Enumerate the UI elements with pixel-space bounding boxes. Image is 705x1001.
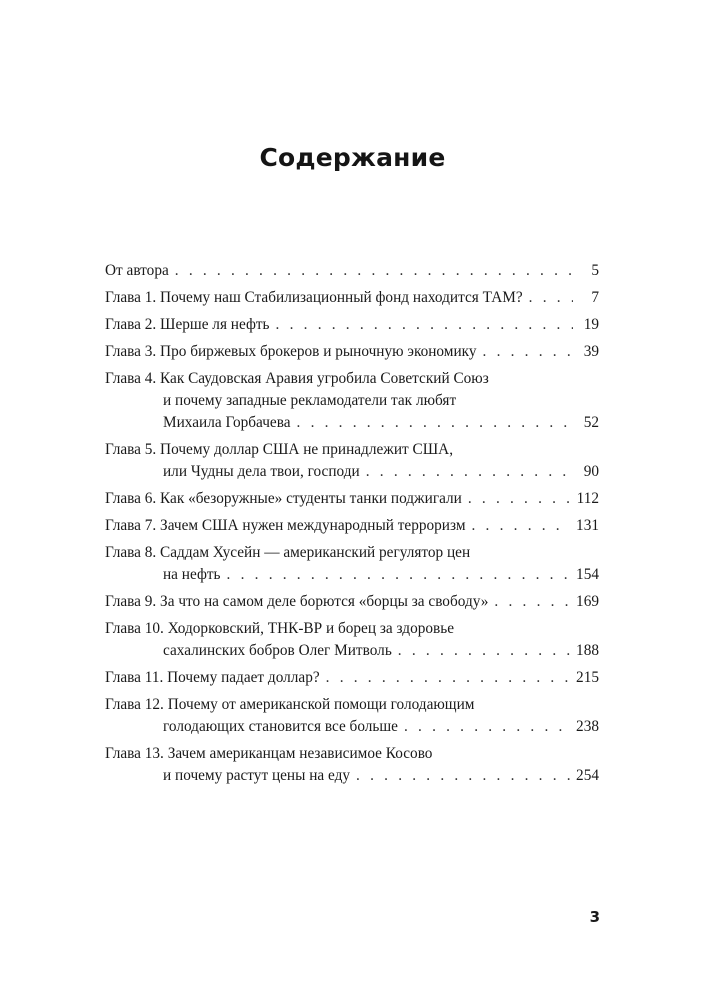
toc-entry (105, 743, 599, 787)
toc-page-number: 19 (583, 316, 599, 333)
toc-entry-title: голодающих становится все больше (163, 718, 398, 735)
leader-dots (404, 716, 570, 738)
toc-line (105, 439, 599, 461)
toc-entry-title: Глава 6. Как «безоружные» студенты танки поджигали (105, 490, 462, 507)
toc-entry (105, 694, 599, 738)
toc-line (105, 564, 599, 586)
leader-dots (227, 564, 571, 586)
toc-line (105, 716, 599, 738)
toc-page-number: 131 (576, 517, 599, 534)
toc-entry (105, 287, 599, 309)
toc-page-number: 7 (591, 289, 599, 306)
toc-line (105, 390, 599, 412)
leader-dots (297, 412, 573, 434)
toc-line (105, 743, 599, 765)
toc-entry-title: Глава 5. Почему доллар США не принадлежит США, (105, 441, 454, 458)
page-title: Содержание (259, 143, 446, 172)
toc-line (105, 461, 599, 483)
leader-dots (276, 314, 573, 336)
toc-entry-title: Глава 1. Почему наш Стабилизационный фонд находится ТАМ? (105, 289, 523, 306)
toc-page-number: 52 (583, 414, 599, 431)
toc-line (105, 591, 599, 613)
toc-entry (105, 341, 599, 363)
toc-entry-title: Глава 13. Зачем американцам независимое Косово (105, 745, 433, 762)
toc-entry (105, 618, 599, 662)
toc-line (105, 368, 599, 390)
toc-page-number: 39 (583, 343, 599, 360)
toc-page-number: 238 (576, 718, 599, 735)
toc-page-number: 254 (576, 767, 599, 784)
toc-entry (105, 667, 599, 689)
toc-entry (105, 515, 599, 537)
leader-dots (398, 640, 570, 662)
toc-entry-title: Глава 11. Почему падает доллар? (105, 669, 320, 686)
toc-entry (105, 542, 599, 586)
toc-entry-title: и почему растут цены на еду (163, 767, 351, 784)
leader-dots (468, 488, 571, 510)
leader-dots (483, 341, 573, 363)
toc-line (105, 765, 599, 787)
toc-line (105, 260, 599, 282)
toc-entry (105, 314, 599, 336)
toc-line (105, 488, 599, 510)
toc-entry-title: От автора (105, 262, 169, 279)
toc-line (105, 412, 599, 434)
toc-entry-title: Михаила Горбачева (163, 414, 291, 431)
toc-line (105, 314, 599, 336)
leader-dots (529, 287, 573, 309)
toc-page-number: 154 (576, 566, 599, 583)
toc-entry (105, 368, 599, 434)
toc-entry-title: или Чудны дела твои, господи (163, 463, 360, 480)
table-of-contents (105, 260, 599, 792)
toc-line (105, 341, 599, 363)
leader-dots (356, 765, 570, 787)
toc-entry-title: Глава 9. За что на самом деле борются «борцы за свободу» (105, 593, 489, 610)
leader-dots (366, 461, 573, 483)
toc-entry-title: Глава 4. Как Саудовская Аравия угробила Советский Союз (105, 370, 489, 387)
leader-dots (494, 591, 570, 613)
toc-line (105, 618, 599, 640)
toc-entry-title: Глава 7. Зачем США нужен международный терроризм (105, 517, 466, 534)
toc-line (105, 694, 599, 716)
toc-entry (105, 439, 599, 483)
toc-entry-title: Глава 3. Про биржевых брокеров и рыночную экономику (105, 343, 477, 360)
toc-line (105, 542, 599, 564)
toc-entry-title: Глава 2. Шерше ля нефть (105, 316, 270, 333)
toc-entry-title: Глава 10. Ходорковский, ТНК-ВР и борец за здоровье (105, 620, 454, 637)
toc-page-number: 112 (576, 490, 599, 507)
toc-entry-title: на нефть (163, 566, 221, 583)
toc-line (105, 640, 599, 662)
toc-page-number: 90 (583, 463, 599, 480)
leader-dots (326, 667, 570, 689)
toc-page-number: 215 (576, 669, 599, 686)
page-number: 3 (589, 908, 600, 926)
leader-dots (175, 260, 573, 282)
toc-entry-title: Глава 12. Почему от американской помощи голодающим (105, 696, 475, 713)
toc-line (105, 515, 599, 537)
toc-page-number: 169 (576, 593, 599, 610)
toc-entry-title: сахалинских бобров Олег Митволь (163, 642, 392, 659)
toc-entry (105, 488, 599, 510)
toc-entry-title: Глава 8. Саддам Хусейн — американский регулятор цен (105, 544, 471, 561)
toc-entry-title: и почему западные рекламодатели так любят (163, 392, 457, 409)
toc-entry (105, 260, 599, 282)
toc-entry (105, 591, 599, 613)
leader-dots (472, 515, 571, 537)
toc-page-number: 188 (576, 642, 599, 659)
toc-line (105, 667, 599, 689)
toc-page-number: 5 (591, 262, 599, 279)
toc-line (105, 287, 599, 309)
